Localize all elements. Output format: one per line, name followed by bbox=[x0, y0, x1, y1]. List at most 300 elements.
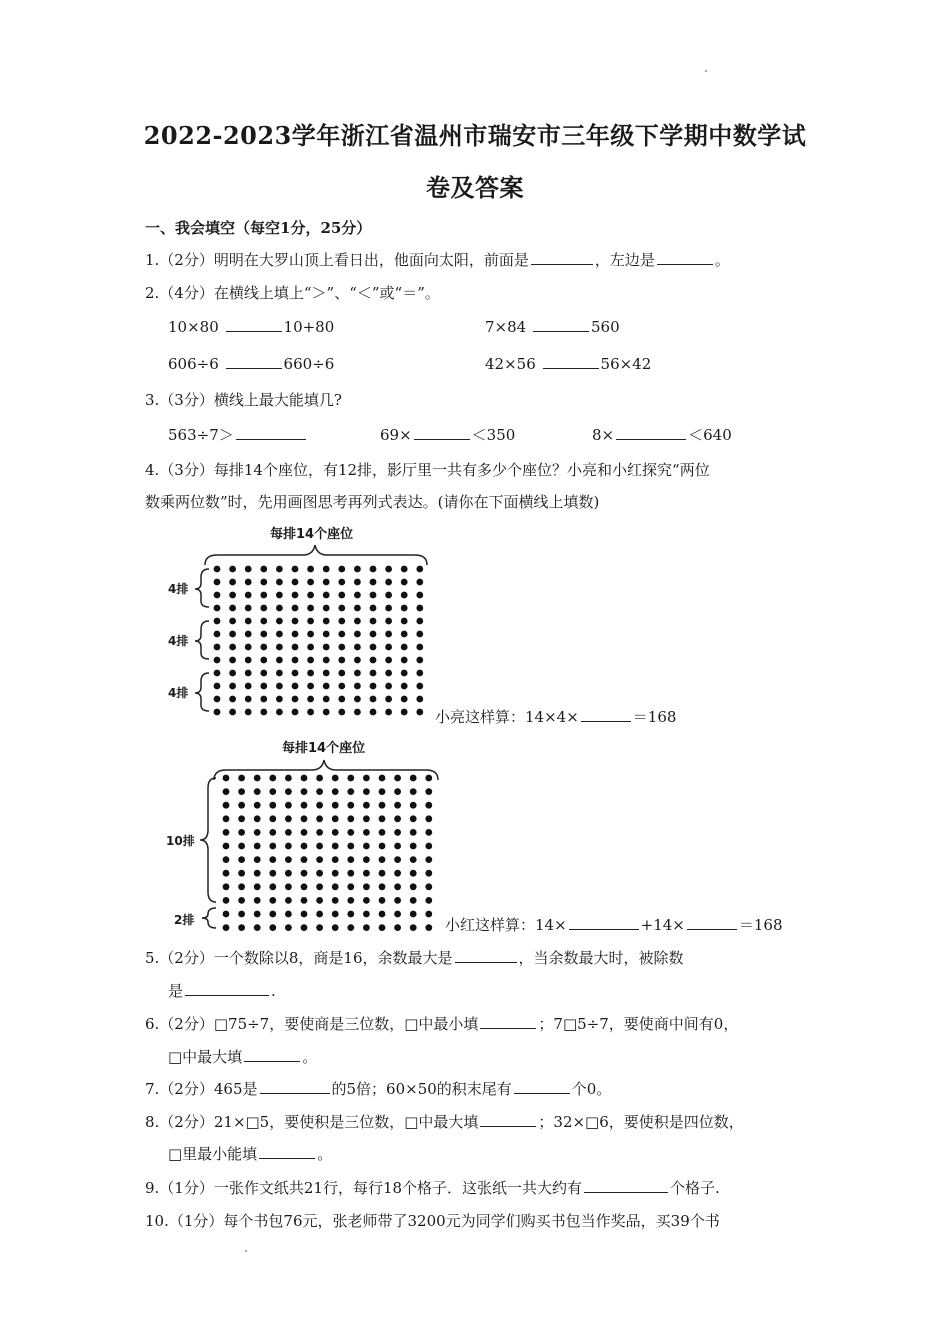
seat-dot bbox=[316, 775, 323, 782]
seat-dot bbox=[260, 631, 267, 638]
brace-top bbox=[205, 545, 427, 565]
seat-dot bbox=[301, 897, 308, 904]
calc-text: ＝168 bbox=[738, 916, 783, 934]
seat-dot bbox=[379, 829, 386, 836]
answer-blank[interactable] bbox=[657, 250, 713, 265]
seat-dot bbox=[425, 829, 432, 836]
rows-label: 4排 bbox=[168, 686, 189, 700]
seat-dot bbox=[425, 883, 432, 890]
seat-dot bbox=[316, 815, 323, 822]
seat-dot bbox=[347, 856, 354, 863]
seat-dot bbox=[223, 815, 230, 822]
seat-dot bbox=[385, 657, 392, 664]
seat-dot bbox=[276, 592, 283, 599]
q5-line-1 bbox=[145, 947, 684, 968]
seat-dot bbox=[316, 924, 323, 931]
seat-dot bbox=[363, 815, 370, 822]
seat-dot bbox=[332, 843, 339, 850]
seat-dot bbox=[301, 870, 308, 877]
seat-dot bbox=[223, 843, 230, 850]
seat-dot bbox=[401, 696, 408, 703]
seat-dot bbox=[338, 618, 345, 625]
answer-blank[interactable] bbox=[616, 425, 686, 440]
seat-dot bbox=[347, 897, 354, 904]
seat-dot bbox=[401, 618, 408, 625]
seat-dot bbox=[416, 709, 423, 716]
seat-dot bbox=[332, 897, 339, 904]
answer-blank[interactable] bbox=[244, 1047, 300, 1062]
seat-dot bbox=[338, 579, 345, 586]
seat-dot bbox=[276, 683, 283, 690]
q1-text-a: 1.（2分）明明在大罗山顶上看日出，他面向太阳，前面是 bbox=[145, 251, 529, 269]
seat-dot bbox=[394, 911, 401, 918]
seat-dot bbox=[394, 829, 401, 836]
seat-dot bbox=[370, 657, 377, 664]
seat-dot bbox=[354, 566, 361, 573]
answer-blank[interactable] bbox=[533, 317, 589, 332]
q8-text: □里最小能填 bbox=[168, 1145, 258, 1163]
q4-line-2: 数乘两位数”时，先用画图思考再列式表达。(请你在下面横线上填数) bbox=[145, 493, 600, 511]
q1-text-c: 。 bbox=[714, 251, 730, 269]
seat-dot bbox=[316, 856, 323, 863]
figure-2-seat-grid bbox=[200, 760, 445, 932]
seat-dot bbox=[245, 683, 252, 690]
seat-dot bbox=[338, 670, 345, 677]
q9-text: 9.（1分）一张作文纸共21行，每行18个格子．这张纸一共大约有 bbox=[145, 1179, 583, 1197]
seat-dot bbox=[307, 683, 314, 690]
seat-dot bbox=[245, 644, 252, 651]
seat-dot bbox=[307, 657, 314, 664]
seat-dot bbox=[354, 579, 361, 586]
seat-dot bbox=[276, 566, 283, 573]
seat-dot bbox=[269, 815, 276, 822]
q3-item bbox=[168, 424, 308, 445]
seat-dot bbox=[260, 657, 267, 664]
seat-dot bbox=[401, 605, 408, 612]
q8-text: 8.（2分）21×□5，要使积是三位数，□中最大填 bbox=[145, 1113, 479, 1131]
xiaoliang-calc bbox=[435, 706, 676, 727]
seat-dot bbox=[238, 883, 245, 890]
seat-dot bbox=[214, 683, 221, 690]
seat-dot bbox=[394, 856, 401, 863]
seat-dot bbox=[347, 788, 354, 795]
seat-dot bbox=[394, 870, 401, 877]
seat-dot bbox=[285, 802, 292, 809]
seat-dot bbox=[254, 775, 261, 782]
seat-dot bbox=[307, 605, 314, 612]
seat-dot bbox=[354, 683, 361, 690]
seat-dot bbox=[269, 911, 276, 918]
seat-dot bbox=[370, 579, 377, 586]
seat-dot bbox=[285, 829, 292, 836]
brace-left bbox=[195, 569, 209, 607]
seat-dot bbox=[370, 631, 377, 638]
seat-dot bbox=[410, 788, 417, 795]
seat-dot bbox=[276, 579, 283, 586]
question-10: 10.（1分）每个书包76元，张老师带了3200元为同学们购买书包当作奖品，买39个书 bbox=[145, 1212, 720, 1230]
seat-dot bbox=[285, 883, 292, 890]
seat-dot bbox=[323, 683, 330, 690]
seat-dot bbox=[363, 856, 370, 863]
answer-blank[interactable] bbox=[226, 354, 282, 369]
seat-dot bbox=[416, 657, 423, 664]
q2-expr: 606÷6 bbox=[168, 355, 219, 373]
rows-label: 10排 bbox=[166, 834, 195, 848]
seat-dot bbox=[370, 566, 377, 573]
question-2-heading: 2.（4分）在横线上填上“＞”、“＜”或“＝”。 bbox=[145, 284, 440, 302]
seat-dot bbox=[332, 802, 339, 809]
seat-dot bbox=[338, 696, 345, 703]
seat-dot bbox=[223, 870, 230, 877]
answer-blank[interactable] bbox=[259, 1144, 315, 1159]
seat-dot bbox=[214, 592, 221, 599]
seat-dot bbox=[223, 897, 230, 904]
seat-dot bbox=[269, 843, 276, 850]
seat-dot bbox=[276, 696, 283, 703]
seat-dot bbox=[307, 592, 314, 599]
seat-dot bbox=[301, 802, 308, 809]
seat-dot bbox=[385, 631, 392, 638]
seat-dot bbox=[276, 644, 283, 651]
answer-blank[interactable] bbox=[584, 1178, 668, 1193]
answer-blank[interactable] bbox=[569, 915, 639, 930]
seat-dot bbox=[260, 605, 267, 612]
seat-dot bbox=[238, 829, 245, 836]
seat-dot bbox=[229, 579, 236, 586]
seat-dot bbox=[323, 631, 330, 638]
seat-dot bbox=[332, 883, 339, 890]
seat-dot bbox=[385, 670, 392, 677]
seat-dot bbox=[332, 924, 339, 931]
seat-dot bbox=[269, 870, 276, 877]
rows-label: 4排 bbox=[168, 634, 189, 648]
seat-dot bbox=[332, 815, 339, 822]
answer-blank[interactable] bbox=[414, 425, 470, 440]
seat-dot bbox=[245, 592, 252, 599]
seat-dot bbox=[292, 631, 299, 638]
seat-dot bbox=[347, 883, 354, 890]
seat-dot bbox=[394, 788, 401, 795]
seat-dot bbox=[307, 670, 314, 677]
seat-dot bbox=[332, 911, 339, 918]
answer-blank[interactable] bbox=[480, 1014, 536, 1029]
seat-dot bbox=[425, 870, 432, 877]
seat-dot bbox=[338, 605, 345, 612]
seat-dot bbox=[363, 775, 370, 782]
seat-dot bbox=[401, 592, 408, 599]
answer-blank[interactable] bbox=[260, 1079, 330, 1094]
q2-expr: 42×56 bbox=[485, 355, 536, 373]
seat-dot bbox=[385, 592, 392, 599]
seat-dot bbox=[338, 657, 345, 664]
calc-text: +14× bbox=[640, 916, 685, 934]
seat-dot bbox=[223, 775, 230, 782]
q6-text: 。 bbox=[302, 1048, 318, 1066]
seat-dot bbox=[223, 883, 230, 890]
seat-dot bbox=[254, 911, 261, 918]
q2-item bbox=[485, 317, 620, 336]
seat-dot bbox=[354, 592, 361, 599]
seat-dot bbox=[379, 788, 386, 795]
seat-dot bbox=[416, 631, 423, 638]
seat-dot bbox=[307, 644, 314, 651]
seat-dot bbox=[254, 883, 261, 890]
scan-speck bbox=[245, 1250, 247, 1252]
seat-dot bbox=[316, 883, 323, 890]
seat-dot bbox=[401, 566, 408, 573]
seat-dot bbox=[229, 696, 236, 703]
answer-blank[interactable] bbox=[531, 250, 593, 265]
q8-text: 。 bbox=[317, 1145, 333, 1163]
seat-dot bbox=[229, 644, 236, 651]
seat-dot bbox=[332, 829, 339, 836]
seat-dot bbox=[238, 897, 245, 904]
answer-blank[interactable] bbox=[185, 981, 269, 996]
seat-dot bbox=[269, 788, 276, 795]
seat-dot bbox=[410, 856, 417, 863]
seat-dot bbox=[292, 670, 299, 677]
seat-dot bbox=[394, 883, 401, 890]
seat-dot bbox=[385, 618, 392, 625]
question-7 bbox=[145, 1078, 611, 1099]
seat-dot bbox=[379, 775, 386, 782]
seat-dot bbox=[316, 802, 323, 809]
seat-dot bbox=[363, 802, 370, 809]
seat-dot bbox=[354, 605, 361, 612]
seat-dot bbox=[394, 924, 401, 931]
calc-text: ＝168 bbox=[632, 708, 677, 726]
seat-dot bbox=[338, 566, 345, 573]
answer-blank[interactable] bbox=[455, 948, 517, 963]
seat-dot bbox=[301, 856, 308, 863]
seat-dot bbox=[370, 709, 377, 716]
seat-dot bbox=[214, 566, 221, 573]
q3-item bbox=[592, 424, 732, 445]
seat-dot bbox=[416, 579, 423, 586]
q2-item bbox=[168, 354, 334, 373]
seat-dot bbox=[323, 696, 330, 703]
seat-dot bbox=[347, 802, 354, 809]
seat-dot bbox=[425, 802, 432, 809]
section-1-heading: 一、我会填空（每空1分，25分） bbox=[145, 219, 372, 237]
seat-dot bbox=[214, 709, 221, 716]
seat-dot bbox=[410, 775, 417, 782]
seat-dot bbox=[354, 644, 361, 651]
seat-dot bbox=[269, 856, 276, 863]
seat-dot bbox=[394, 897, 401, 904]
seat-dot bbox=[316, 897, 323, 904]
q2-expr: 56×42 bbox=[600, 355, 652, 373]
answer-blank[interactable] bbox=[480, 1112, 536, 1127]
q3-expr: ＜640 bbox=[688, 426, 732, 444]
figure-1-title: 每排14个座位 bbox=[270, 527, 354, 542]
seat-dot bbox=[301, 788, 308, 795]
seat-dot bbox=[269, 924, 276, 931]
seat-dot bbox=[229, 605, 236, 612]
seat-dot bbox=[316, 870, 323, 877]
seat-dot bbox=[394, 775, 401, 782]
seat-dot bbox=[269, 775, 276, 782]
seat-dot bbox=[229, 657, 236, 664]
answer-blank[interactable] bbox=[687, 915, 737, 930]
seat-dot bbox=[254, 924, 261, 931]
seat-dot bbox=[323, 566, 330, 573]
seat-dot bbox=[425, 911, 432, 918]
seat-dot bbox=[214, 696, 221, 703]
seat-dot bbox=[260, 709, 267, 716]
seat-dot bbox=[316, 788, 323, 795]
q2-expr: 10×80 bbox=[168, 318, 219, 336]
q6-line-2 bbox=[168, 1046, 317, 1067]
seat-dot bbox=[385, 644, 392, 651]
seat-dot bbox=[260, 566, 267, 573]
seat-dot bbox=[307, 631, 314, 638]
q2-item bbox=[485, 354, 651, 373]
q8-line-1 bbox=[145, 1111, 744, 1132]
seat-dot bbox=[292, 592, 299, 599]
seat-dot bbox=[385, 605, 392, 612]
question-3-heading: 3.（3分）横线上最大能填几? bbox=[145, 391, 342, 409]
seat-dot bbox=[285, 924, 292, 931]
q1-text-b: ，左边是 bbox=[594, 251, 655, 269]
seat-dot bbox=[269, 897, 276, 904]
title-line-1: 2022-2023学年浙江省温州市瑞安市三年级下学期中数学试 bbox=[143, 121, 807, 150]
brace-left bbox=[195, 621, 209, 659]
seat-dot bbox=[214, 670, 221, 677]
seat-dot bbox=[276, 670, 283, 677]
seat-dot bbox=[363, 788, 370, 795]
answer-blank[interactable] bbox=[514, 1079, 570, 1094]
seat-dot bbox=[323, 644, 330, 651]
seat-dot bbox=[410, 883, 417, 890]
seat-dot bbox=[425, 815, 432, 822]
seat-dot bbox=[238, 775, 245, 782]
q8-line-2 bbox=[168, 1143, 332, 1164]
seat-dot bbox=[323, 670, 330, 677]
q7-text: 个0。 bbox=[571, 1080, 612, 1098]
seat-dot bbox=[323, 592, 330, 599]
seat-dot bbox=[410, 815, 417, 822]
seat-dot bbox=[363, 897, 370, 904]
seat-dot bbox=[379, 856, 386, 863]
seat-dot bbox=[292, 696, 299, 703]
seat-dot bbox=[425, 843, 432, 850]
seat-dot bbox=[425, 924, 432, 931]
seat-dot bbox=[410, 924, 417, 931]
seat-dot bbox=[425, 897, 432, 904]
q5-line-2 bbox=[168, 980, 276, 1001]
seat-dot bbox=[260, 644, 267, 651]
seat-dot bbox=[416, 696, 423, 703]
q3-expr: 8× bbox=[592, 426, 615, 444]
answer-blank[interactable] bbox=[226, 317, 282, 332]
seat-dot bbox=[379, 843, 386, 850]
seat-dot bbox=[238, 856, 245, 863]
seat-dot bbox=[285, 870, 292, 877]
seat-dot bbox=[254, 870, 261, 877]
seat-dot bbox=[316, 829, 323, 836]
seat-dot bbox=[410, 911, 417, 918]
seat-dot bbox=[363, 829, 370, 836]
seat-dot bbox=[238, 815, 245, 822]
seat-dot bbox=[245, 709, 252, 716]
seat-dot bbox=[254, 829, 261, 836]
seat-dot bbox=[316, 911, 323, 918]
seat-dot bbox=[379, 897, 386, 904]
answer-blank[interactable] bbox=[543, 354, 599, 369]
seat-dot bbox=[401, 657, 408, 664]
seat-dot bbox=[245, 566, 252, 573]
seat-dot bbox=[223, 802, 230, 809]
rows-label: 4排 bbox=[168, 582, 189, 596]
figure-2-title: 每排14个座位 bbox=[282, 741, 366, 756]
seat-dot bbox=[323, 605, 330, 612]
seat-dot bbox=[292, 683, 299, 690]
seat-dot bbox=[238, 870, 245, 877]
seat-dot bbox=[307, 566, 314, 573]
seat-dot bbox=[332, 856, 339, 863]
seat-dot bbox=[354, 670, 361, 677]
seat-dot bbox=[238, 843, 245, 850]
seat-dot bbox=[292, 605, 299, 612]
seat-dot bbox=[347, 870, 354, 877]
seat-dot bbox=[214, 579, 221, 586]
seat-dot bbox=[401, 631, 408, 638]
seat-dot bbox=[347, 815, 354, 822]
seat-dot bbox=[410, 802, 417, 809]
seat-dot bbox=[347, 924, 354, 931]
answer-blank[interactable] bbox=[236, 425, 306, 440]
seat-dot bbox=[316, 843, 323, 850]
seat-dot bbox=[401, 709, 408, 716]
seat-dot bbox=[379, 802, 386, 809]
seat-dot bbox=[260, 683, 267, 690]
seat-dot bbox=[401, 579, 408, 586]
seat-dot bbox=[301, 883, 308, 890]
seat-dot bbox=[229, 670, 236, 677]
title-line-2: 卷及答案 bbox=[426, 173, 524, 202]
q3-item bbox=[380, 424, 515, 445]
seat-dot bbox=[292, 644, 299, 651]
rows-label: 2排 bbox=[174, 913, 195, 927]
seat-dot bbox=[332, 775, 339, 782]
seat-dot bbox=[370, 696, 377, 703]
seat-dot bbox=[323, 579, 330, 586]
seat-dot bbox=[292, 709, 299, 716]
seat-dot bbox=[260, 618, 267, 625]
seat-dot bbox=[245, 631, 252, 638]
seat-dot bbox=[363, 924, 370, 931]
seat-dot bbox=[285, 856, 292, 863]
seat-dot bbox=[285, 815, 292, 822]
seat-dot bbox=[245, 657, 252, 664]
seat-dot bbox=[214, 657, 221, 664]
seat-dot bbox=[354, 709, 361, 716]
figure-1-seat-grid bbox=[195, 545, 440, 725]
q2-expr: 660÷6 bbox=[283, 355, 335, 373]
seat-dot bbox=[276, 631, 283, 638]
seat-dot bbox=[285, 775, 292, 782]
seat-dot bbox=[238, 788, 245, 795]
seat-dot bbox=[332, 788, 339, 795]
q3-expr: 69× bbox=[380, 426, 412, 444]
seat-dot bbox=[260, 696, 267, 703]
seat-dot bbox=[254, 802, 261, 809]
seat-dot bbox=[410, 843, 417, 850]
answer-blank[interactable] bbox=[581, 707, 631, 722]
seat-dot bbox=[363, 870, 370, 877]
q6-text: ；7□5÷7，要使商中间有0， bbox=[538, 1015, 739, 1033]
